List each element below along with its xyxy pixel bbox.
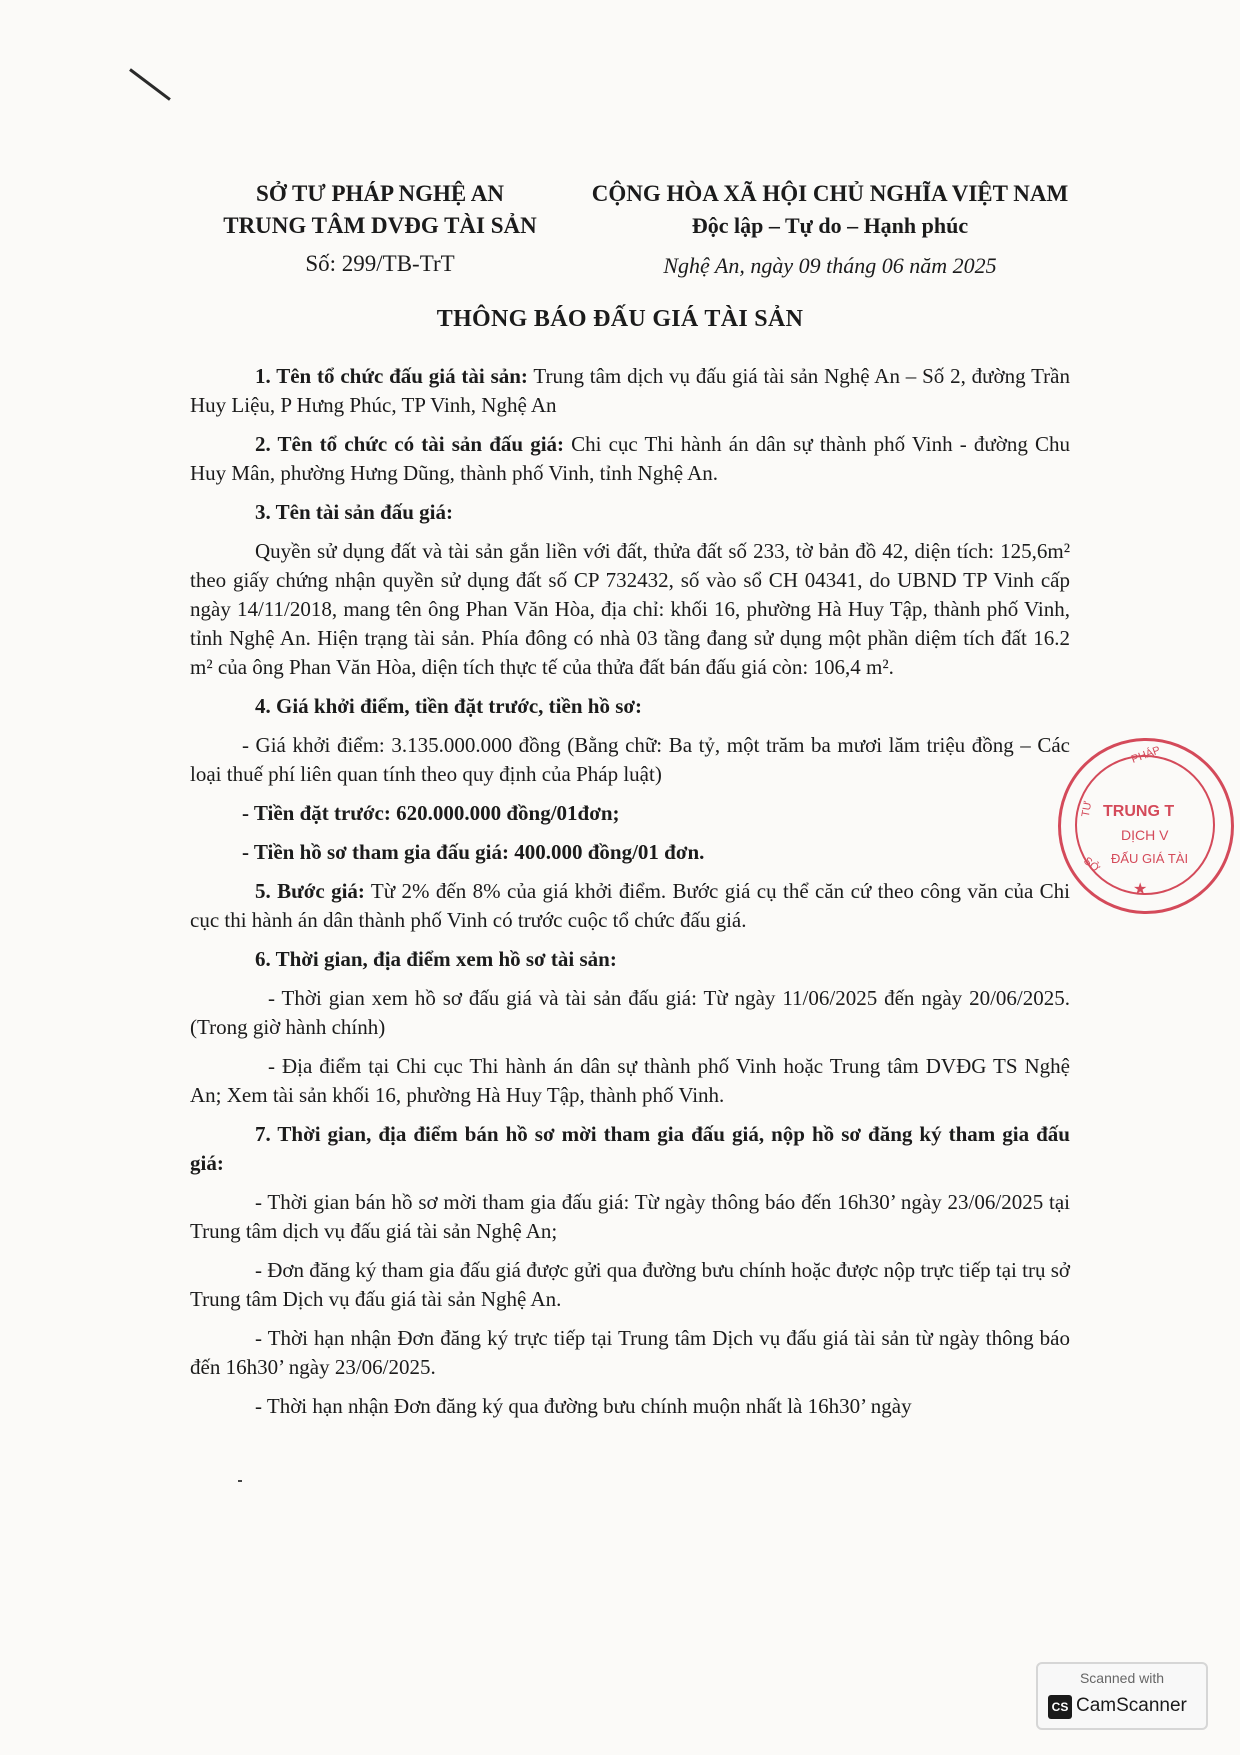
seal-line-1: TRUNG T (1103, 803, 1175, 820)
document-title: THÔNG BÁO ĐẤU GIÁ TÀI SẢN (436, 306, 804, 332)
document-number: Số: 299/TB-TrT (305, 251, 455, 276)
section-7-item-3: - Thời hạn nhận Đơn đăng ký trực tiếp tại Trung tâm Dịch vụ đấu giá tài sản từ ngày thông báo đến 16h30’ ngày 23/06/2025. (190, 1326, 1070, 1379)
scanner-brand: CamScanner (1076, 1695, 1187, 1716)
section-7-item-1: - Thời gian bán hồ sơ mời tham gia đấu giá: Từ ngày thông báo đến 16h30’ ngày 23/06/2025 tại Trung tâm dịch vụ đấu giá tài sản Nghệ An; (190, 1190, 1070, 1243)
section-3-text: Quyền sử dụng đất và tài sản gắn liền với đất, thửa đất số 233, tờ bản đồ 42, diện tích: 125,6m² theo giấy chứng nhận quyền sử dụng đất số CP 732432, số vào sổ CH 04341, do UBND TP Vinh cấp ngày 14/11/2018, mang tên ông Phan Văn Hòa, địa chỉ: khối 16, phường Hà Huy Tập, thành phố Vinh, tỉnh Nghệ An. Hiện trạng tài sản. Phía đông có nhà 03 tầng đang sử dụng một phần diệm tích đất 16.2 m² của ông Phan Văn Hòa, diện tích thực tế của thửa đất bán đấu giá còn: 106,4 m². (190, 539, 1070, 679)
scanner-caption: Scanned with (1079, 1670, 1165, 1686)
national-heading-block (575, 178, 1085, 282)
section-5-label: 5. Bước giá: (255, 879, 365, 903)
section-6-item-1: - Thời gian xem hồ sơ đấu giá và tài sản đấu giá: Từ ngày 11/06/2025 đến ngày 20/06/2025. (Trong giờ hành chính) (190, 986, 1070, 1039)
section-6 (190, 945, 1070, 974)
section-4-item-2-text: - Tiền đặt trước: 620.000.000 đồng/01đơn; (242, 801, 620, 825)
issuing-org-block (195, 178, 565, 280)
section-4-item-3 (190, 838, 1070, 867)
camscanner-logo-icon: CS (1048, 1695, 1072, 1719)
seal-line-2: DỊCH V (1121, 827, 1169, 843)
scan-speck (238, 1480, 242, 1482)
national-motto: Độc lập – Tự do – Hạnh phúc (691, 213, 969, 238)
section-7-label: 7. Thời gian, địa điểm bán hồ sơ mời tham gia đấu giá, nộp hồ sơ đăng ký tham gia đấu giá: (190, 1122, 1070, 1175)
section-2-text: Chi cục Thi hành án dân sự thành phố Vinh - đường Chu Huy Mân, phường Hưng Dũng, thành phố Vinh, tỉnh Nghệ An. (190, 432, 1070, 485)
section-3 (190, 498, 1070, 527)
section-5-text: Từ 2% đến 8% của giá khởi điểm. Bước giá cụ thể căn cứ theo công văn của Chi cục thi hành án dân thành phố Vinh có trước cuộc tổ chức đấu giá. (190, 879, 1070, 932)
seal-star-icon: ★ (1133, 881, 1148, 898)
camscanner-watermark (1036, 1662, 1208, 1730)
document-body (190, 362, 1070, 1431)
section-2 (190, 430, 1070, 488)
section-4-label: 4. Giá khởi điểm, tiền đặt trước, tiền hồ sơ: (255, 694, 642, 718)
section-6-label: 6. Thời gian, địa điểm xem hồ sơ tài sản: (255, 947, 617, 971)
pen-mark (129, 68, 171, 100)
section-4 (190, 692, 1070, 721)
seal-arc-left: TƯ (1079, 800, 1095, 818)
section-7-item-4: - Thời hạn nhận Đơn đăng ký qua đường bưu chính muộn nhất là 16h30’ ngày (255, 1394, 912, 1418)
section-2-label: 2. Tên tổ chức có tài sản đấu giá: (255, 432, 565, 456)
section-6-item-2: - Địa điểm tại Chi cục Thi hành án dân sự thành phố Vinh hoặc Trung tâm DVĐG TS Nghệ An; Xem tài sản khối 16, phường Hà Huy Tập, thành phố Vinh. (190, 1054, 1070, 1107)
section-1-text: Trung tâm dịch vụ đấu giá tài sản Nghệ An – Số 2, đường Trần Huy Liệu, P Hưng Phúc, TP Vinh, Nghệ An (190, 364, 1070, 417)
nation-line-1: CỘNG HÒA XÃ HỘI CHỦ NGHĨA VIỆT NAM (591, 181, 1069, 206)
section-4-item-1: - Giá khởi điểm: 3.135.000.000 đồng (Bằng chữ: Ba tỷ, một trăm ba mươi lăm triệu đồng – Các loại thuế phí liên quan tính theo quy định của Pháp luật) (190, 733, 1070, 786)
seal-line-3: ĐẤU GIÁ TÀI (1111, 851, 1189, 866)
seal-arc-bottom: SỞ (1081, 855, 1102, 875)
seal-arc-top: PHÁP (1129, 744, 1163, 766)
section-4-item-2 (190, 799, 1070, 828)
section-1-label: 1. Tên tổ chức đấu giá tài sản: (255, 364, 528, 388)
section-1 (190, 362, 1070, 420)
org-line-1: SỞ TƯ PHÁP NGHỆ AN (256, 181, 504, 206)
document-date: Nghệ An, ngày 09 tháng 06 năm 2025 (663, 253, 997, 278)
section-7-item-2: - Đơn đăng ký tham gia đấu giá được gửi qua đường bưu chính hoặc được nộp trực tiếp tại trụ sở Trung tâm Dịch vụ đấu giá tài sản Nghệ An. (190, 1258, 1070, 1311)
seal-inner-ring (1075, 755, 1215, 895)
section-4-item-3-text: - Tiền hồ sơ tham gia đấu giá: 400.000 đồng/01 đơn. (242, 840, 705, 864)
section-3-label: 3. Tên tài sản đấu giá: (255, 500, 453, 524)
section-7 (190, 1120, 1070, 1178)
section-5 (190, 877, 1070, 935)
org-line-2: TRUNG TÂM DVĐG TÀI SẢN (223, 213, 537, 238)
official-seal (1058, 738, 1234, 914)
